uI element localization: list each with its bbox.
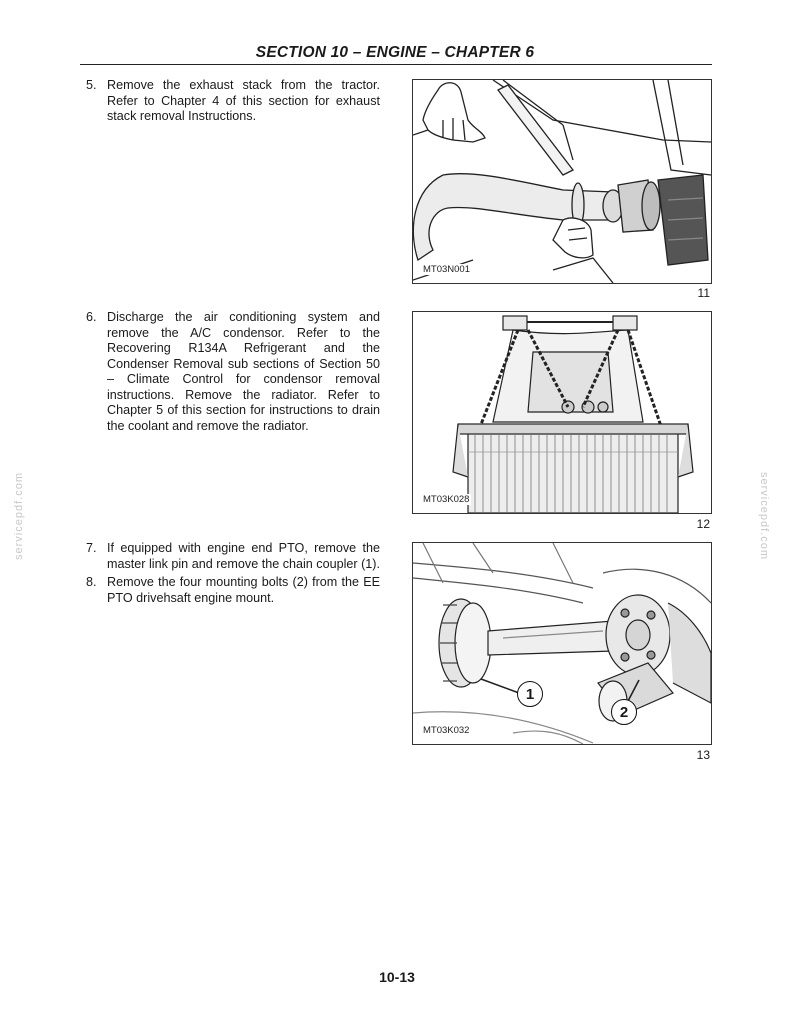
watermark-left: servicepdf.com: [12, 472, 25, 560]
figure-radiator-image: [412, 311, 712, 514]
figure-code: MT03K028: [423, 494, 470, 505]
callout-1: 1: [517, 681, 543, 707]
step-number: 5.: [86, 78, 97, 92]
page-number: 10-13: [379, 969, 415, 985]
step-number: 8.: [86, 575, 97, 589]
step-text: Discharge the air conditioning system and remove the A/C condensor. Refer to the Recovering R134A Refrigerant and the Condenser Removal sub sections of Section 50 – Climate Control for condensor removal instructions. Remove the radiator. Refer to Chapter 5 of this section for instructions to drain the coolant and remove the radiator.: [107, 310, 380, 433]
step-item: [86, 78, 380, 125]
step-block-6: [86, 310, 380, 437]
step-item: [86, 541, 380, 572]
step-text: Remove the four mounting bolts (2) from the EE PTO drivehsaft engine mount.: [107, 575, 380, 605]
step-number: 6.: [86, 310, 97, 324]
figure-code: MT03K032: [423, 725, 470, 736]
callout-2: 2: [611, 699, 637, 725]
figure-pto-coupler-image: [412, 542, 712, 745]
section-header-title: SECTION 10 – ENGINE – CHAPTER 6: [255, 44, 535, 61]
step-text: If equipped with engine end PTO, remove the master link pin and remove the chain coupler (1).: [107, 541, 380, 571]
figure-number: 13: [696, 748, 710, 762]
step-block-5: [86, 78, 380, 128]
radiator-illustration: [413, 312, 711, 513]
figure-number: 12: [696, 517, 710, 531]
figure-exhaust-stack-image: [412, 79, 712, 284]
header-divider: [80, 64, 712, 65]
pto-coupler-illustration: [413, 543, 711, 744]
figure-code: MT03N001: [423, 264, 470, 275]
step-block-7-8: [86, 541, 380, 609]
step-number: 7.: [86, 541, 97, 555]
watermark-right: servicepdf.com: [757, 472, 770, 560]
step-item: [86, 310, 380, 434]
figure-number: 11: [697, 286, 710, 300]
exhaust-stack-illustration: [413, 80, 711, 283]
step-item: [86, 575, 380, 606]
step-text: Remove the exhaust stack from the tractor. Refer to Chapter 4 of this section for exhaust stack removal Instructions.: [107, 78, 380, 123]
